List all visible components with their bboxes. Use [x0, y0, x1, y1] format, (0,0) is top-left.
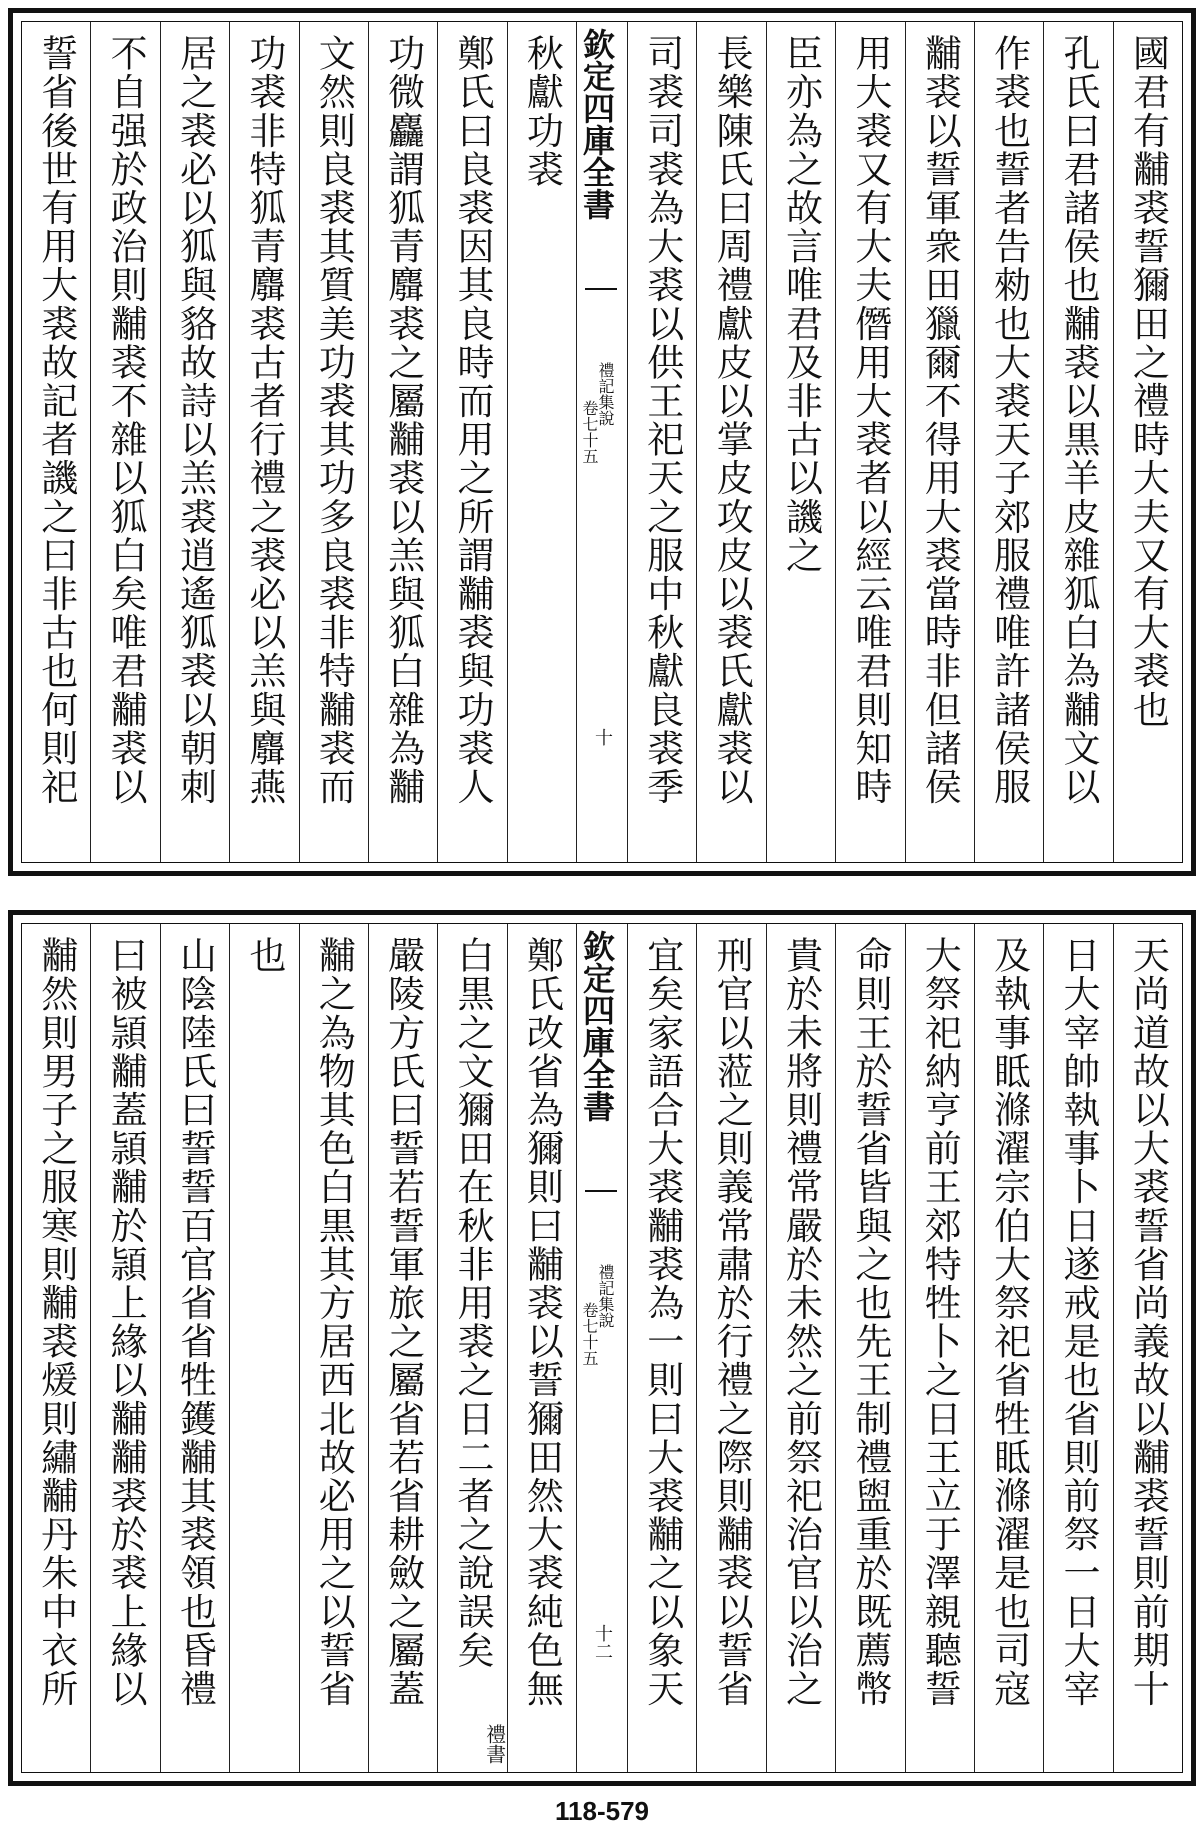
column-text: 作裘也誓者告勑也大裘天子郊服禮唯許諸侯服 — [987, 34, 1031, 806]
book-title: 禮記集說 — [596, 362, 615, 426]
text-column — [229, 924, 298, 1772]
text-column — [507, 924, 576, 1772]
text-column — [1043, 22, 1112, 862]
column-text: 命則王於誓省皆與之也先王制禮盥重於既薦幣 — [848, 936, 892, 1708]
inline-note: 禮書 — [482, 1724, 507, 1764]
text-column — [905, 22, 974, 862]
column-text: 用大裘又有大夫僭用大裘者以經云唯君則知時 — [848, 34, 892, 806]
column-text: 文然則良裘其質美功裘其功多良裘非特黼裘而 — [312, 34, 356, 806]
column-text: 國君有黼裘誓獮田之禮時大夫又有大裘也 — [1126, 34, 1170, 729]
top-page-text-block — [21, 21, 1183, 863]
text-column — [368, 22, 437, 862]
text-column — [160, 924, 229, 1772]
text-column — [627, 22, 696, 862]
text-column — [766, 924, 835, 1772]
fish-tail-mark-icon — [585, 1190, 617, 1208]
column-text: 不自强於政治則黼裘不雜以狐白矣唯君黼裘以 — [104, 34, 148, 806]
column-text: 鄭氏改省為獮則曰黼裘以誓獮田然大裘純色無 — [520, 936, 564, 1708]
fish-tail-mark-icon — [585, 288, 617, 306]
column-text: 刑官以蒞之則義常肅於行禮之際則黼裘以誓省 — [710, 936, 754, 1708]
text-column — [974, 22, 1043, 862]
text-column — [696, 924, 765, 1772]
text-column — [696, 22, 765, 862]
column-text: 鄭氏曰良裘因其良時而用之所謂黼裘與功裘人 — [450, 34, 494, 806]
text-column — [627, 924, 696, 1772]
column-text: 秋獻功裘 — [520, 34, 564, 189]
column-text: 也 — [242, 936, 286, 975]
column-text: 居之裘必以狐與貉故詩以羔裘逍遙狐裘以朝刺 — [173, 34, 217, 806]
text-column — [974, 924, 1043, 1772]
text-column — [905, 924, 974, 1772]
column-text: 貴於未將則禮常嚴於未然之前祭祀治官以治之 — [779, 936, 823, 1708]
column-text: 大祭祀納亨前王郊特牲卜之日王立于澤親聽誓 — [918, 936, 962, 1708]
center-fold-column — [576, 22, 627, 862]
column-text: 曰被頴黼蓋頴黼於頴上緣以黼黼裘於裘上緣以 — [104, 936, 148, 1708]
column-text: 黼裘以誓軍衆田獵爾不得用大裘當時非但諸侯 — [918, 34, 962, 806]
text-column — [299, 22, 368, 862]
text-column — [22, 924, 90, 1772]
column-text: 司裘司裘為大裘以供王祀天之服中秋獻良裘季 — [640, 34, 684, 806]
column-text: 誓省後世有用大裘故記者譏之曰非古也何則祀 — [34, 34, 78, 806]
column-text: 臣亦為之故言唯君及非古以譏之 — [779, 34, 823, 575]
column-text: 宜矣家語合大裘黼裘為一則曰大裘黼之以象天 — [640, 936, 684, 1708]
column-text: 白黒之文獮田在秋非用裘之日二者之說誤矣 — [450, 936, 494, 1670]
column-text: 山陰陸氏曰誓誓百官省省牲鑊黼其裘領也昏禮 — [173, 936, 217, 1708]
column-text: 天尚道故以大裘誓省尚義故以黼裘誓則前期十 — [1126, 936, 1170, 1708]
column-text: 黼之為物其色白黒其方居西北故必用之以誓省 — [312, 936, 356, 1708]
column-text: 長樂陳氏曰周禮獻皮以掌皮攻皮以裘氏獻裘以 — [710, 34, 754, 806]
bottom-page-text-block — [21, 923, 1183, 1773]
text-column — [299, 924, 368, 1772]
column-text: 黼然則男子之服寒則黼裘煖則繡黼丹朱中衣所 — [34, 936, 78, 1708]
text-column — [1043, 924, 1112, 1772]
book-series-title: 欽定四庫全書 — [578, 28, 616, 220]
text-column — [835, 22, 904, 862]
column-text: 嚴陵方氏曰誓若誓軍旅之屬省若省耕斂之屬蓋 — [381, 936, 425, 1708]
text-column — [507, 22, 576, 862]
text-column — [1113, 924, 1182, 1772]
scan-page-id: 118-579 — [555, 1796, 649, 1826]
text-column — [160, 22, 229, 862]
volume-number: 卷七十五 — [580, 400, 599, 464]
column-text: 功微麤謂狐青麛裘之屬黼裘以羔與狐白雜為黼 — [381, 34, 425, 806]
text-column — [437, 924, 506, 1772]
column-text: 日大宰帥執事卜日遂戒是也省則前祭一日大宰 — [1056, 936, 1100, 1708]
text-column — [90, 924, 159, 1772]
text-column — [90, 22, 159, 862]
book-title: 禮記集說 — [596, 1264, 615, 1328]
book-series-title: 欽定四庫全書 — [578, 930, 616, 1122]
column-text: 及執事眡滌濯宗伯大祭祀省牲眡滌濯是也司寇 — [987, 936, 1031, 1708]
bottom-page — [8, 910, 1196, 1786]
page-number: 十二 — [592, 1624, 613, 1660]
top-page — [8, 8, 1196, 876]
text-column — [835, 924, 904, 1772]
column-text: 功裘非特狐青麛裘古者行禮之裘必以羔與麛燕 — [242, 34, 286, 806]
page-number: 十 — [592, 728, 613, 746]
text-column — [229, 22, 298, 862]
center-fold-column — [576, 924, 627, 1772]
text-column — [22, 22, 90, 862]
column-text: 孔氏曰君諸侯也黼裘以黒羊皮雜狐白為黼文以 — [1056, 34, 1100, 806]
text-column — [766, 22, 835, 862]
text-column — [1113, 22, 1182, 862]
text-column — [437, 22, 506, 862]
text-column — [368, 924, 437, 1772]
volume-number: 卷七十五 — [580, 1302, 599, 1366]
